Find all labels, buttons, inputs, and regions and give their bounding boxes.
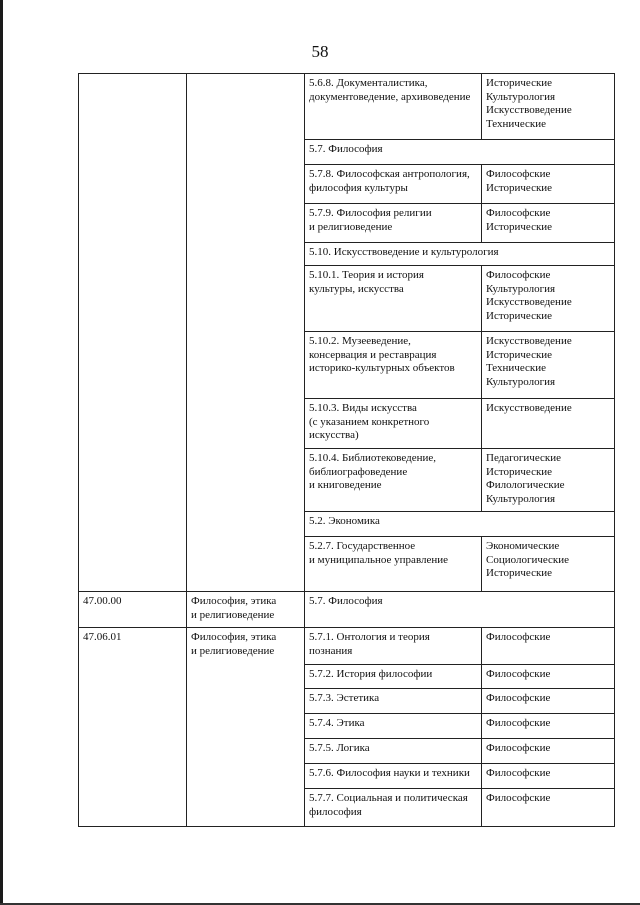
sciences-cell: Философские <box>482 689 615 714</box>
sciences-cell: Философские <box>482 764 615 789</box>
specialty-cell: 5.7.9. Философия религии и религиоведение <box>305 204 482 243</box>
specialties-table <box>78 73 615 827</box>
code-cell: 47.06.01 <box>79 628 187 827</box>
specialty-cell: 5.7.4. Этика <box>305 714 482 739</box>
direction-cell: Философия, этика и религиоведение <box>187 628 305 827</box>
group-cell: 5.10. Искусствоведение и культурология <box>305 243 615 266</box>
specialty-cell: 5.10.3. Виды искусства (с указанием конкретного искусства) <box>305 399 482 449</box>
specialty-cell: 5.7.1. Онтология и теория познания <box>305 628 482 665</box>
page-number: 58 <box>311 42 329 61</box>
group-cell: 5.7. Философия <box>305 592 615 628</box>
table-row <box>79 592 615 628</box>
specialty-cell: 5.10.2. Музееведение, консервация и реставрация историко-культурных объектов <box>305 332 482 399</box>
code-cell: 47.00.00 <box>79 592 187 628</box>
specialty-cell: 5.7.2. История философии <box>305 665 482 689</box>
table-row <box>79 628 615 665</box>
sciences-cell: Философские Исторические <box>482 165 615 204</box>
sciences-cell: Философские <box>482 628 615 665</box>
group-cell: 5.7. Философия <box>305 140 615 165</box>
specialty-cell: 5.7.8. Философская антропология, философия культуры <box>305 165 482 204</box>
sciences-cell: Философские <box>482 665 615 689</box>
sciences-cell: Искусствоведение <box>482 399 615 449</box>
specialty-cell: 5.6.8. Документалистика, документоведение, архивоведение <box>305 74 482 140</box>
direction-cell: Философия, этика и религиоведение <box>187 592 305 628</box>
specialty-cell: 5.10.4. Библиотековедение, библиографоведение и книговедение <box>305 449 482 512</box>
sciences-cell: Исторические Культурология Искусствоведение Технические <box>482 74 615 140</box>
sciences-cell: Философские Культурология Искусствоведение Исторические <box>482 266 615 332</box>
group-cell: 5.2. Экономика <box>305 512 615 537</box>
specialty-cell: 5.7.7. Социальная и политическая философия <box>305 789 482 827</box>
specialty-cell: 5.10.1. Теория и история культуры, искусства <box>305 266 482 332</box>
specialty-cell: 5.7.6. Философия науки и техники <box>305 764 482 789</box>
specialty-cell: 5.7.3. Эстетика <box>305 689 482 714</box>
sciences-cell: Философские <box>482 789 615 827</box>
specialty-cell: 5.7.5. Логика <box>305 739 482 764</box>
scan-edge-left <box>0 0 3 905</box>
direction-cell-empty <box>187 74 305 592</box>
sciences-cell: Философские Исторические <box>482 204 615 243</box>
sciences-cell: Философские <box>482 714 615 739</box>
sciences-cell: Искусствоведение Исторические Технические Культурология <box>482 332 615 399</box>
sciences-cell: Экономические Социологические Исторические <box>482 537 615 592</box>
sciences-cell: Педагогические Исторические Филологические Культурология <box>482 449 615 512</box>
specialty-cell: 5.2.7. Государственное и муниципальное управление <box>305 537 482 592</box>
sciences-cell: Философские <box>482 739 615 764</box>
code-cell-empty <box>79 74 187 592</box>
table-row <box>79 74 615 140</box>
